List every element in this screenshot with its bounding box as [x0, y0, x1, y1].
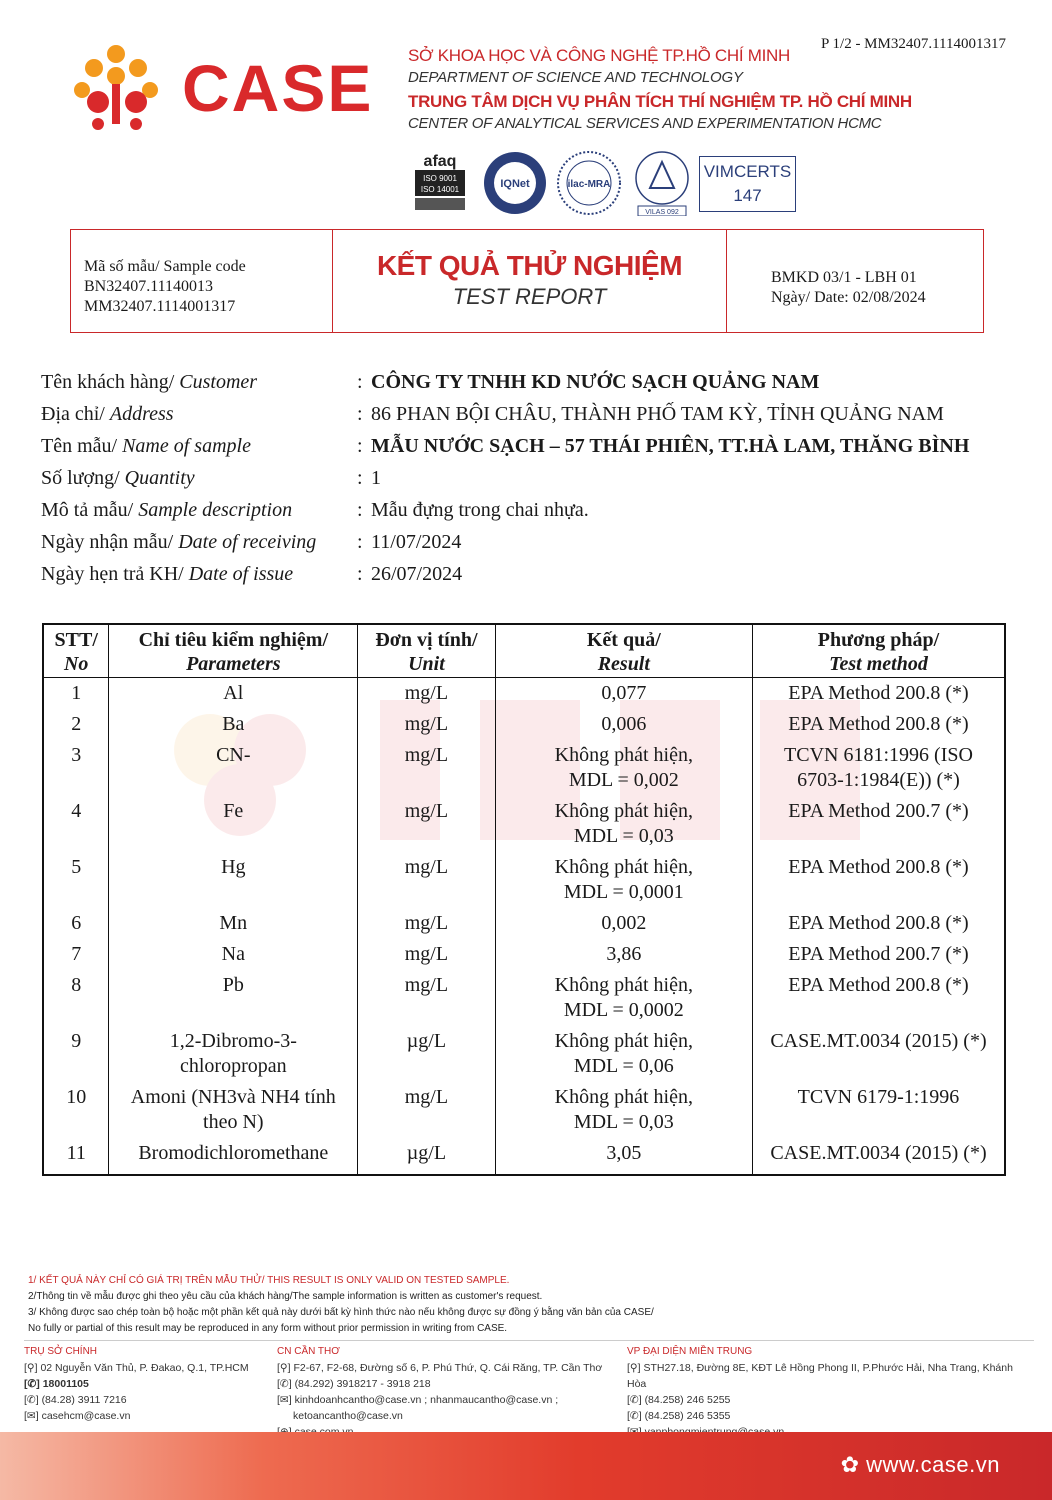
col-header-method: Phương pháp/ Test method — [752, 624, 1005, 678]
cell-no: 2 — [43, 709, 109, 740]
globe-icon: ✿ — [840, 1452, 867, 1477]
footer-heading: TRỤ SỞ CHÍNH — [24, 1346, 98, 1357]
cell-unit: µg/L — [358, 1026, 496, 1082]
cell-unit: mg/L — [358, 678, 496, 710]
cell-param: Al — [109, 678, 358, 710]
case-molecule-icon — [74, 44, 174, 134]
cell-unit: mg/L — [358, 852, 496, 908]
org-line-2: DEPARTMENT OF SCIENCE AND TECHNOLOGY — [408, 69, 743, 86]
note-4: No fully or partial of this result may be reproduced in any form without prior permission in writing from CASE. — [28, 1323, 508, 1334]
ilac-mra-icon — [556, 150, 622, 216]
cell-unit: mg/L — [358, 970, 496, 1026]
info-label: Địa chỉ/ Address — [41, 403, 174, 425]
cell-unit: mg/L — [358, 709, 496, 740]
svg-text:afaq: afaq — [423, 153, 457, 170]
cell-result: 0,077 — [495, 678, 752, 710]
cell-result: Không phát hiện, MDL = 0,0001 — [495, 852, 752, 908]
vimcerts-badge — [699, 156, 796, 212]
footer-email-link[interactable]: casehcm@case.vn — [41, 1410, 131, 1422]
note-2: 2/Thông tin về mẫu được ghi theo yêu cầu của khách hàng/The sample information is written as customer's request. — [28, 1291, 543, 1302]
customer-name: CÔNG TY TNHH KD NƯỚC SẠCH QUẢNG NAM — [371, 371, 820, 393]
info-row-date-receiving: Ngày nhận mẫu/ Date of receiving : 11/07/2024 — [41, 530, 1021, 555]
date-issue: 26/07/2024 — [371, 563, 463, 585]
location-icon: [⚲] — [627, 1362, 644, 1374]
sample-code-2: MM32407.1114001317 — [84, 298, 236, 315]
info-label: Mô tả mẫu/ Sample description — [41, 499, 293, 521]
page-reference: P 1/2 - MM32407.1114001317 — [820, 36, 1006, 52]
footer-email-link[interactable]: ketoancantho@case.vn — [293, 1410, 403, 1422]
sample-code-cell — [71, 230, 333, 332]
cell-param: Fe — [109, 796, 358, 852]
cell-param: Na — [109, 939, 358, 970]
cell-unit: mg/L — [358, 939, 496, 970]
phone-icon: [✆] — [24, 1394, 42, 1406]
note-1: 1/ KẾT QUẢ NÀY CHỈ CÓ GIÁ TRỊ TRÊN MẪU THỬ/ THIS RESULT IS ONLY VALID ON TESTED SAMPLE. — [28, 1275, 510, 1286]
cell-method: TCVN 6179-1:1996 — [752, 1082, 1005, 1138]
phone-icon: [✆] — [24, 1378, 43, 1390]
footer-col-can-tho: CN CẦN THƠ [⚲] F2-67, F2-68, Đường số 6, P. Phú Thứ, Q. Cái Răng, TP. Cần Thơ [✆] (84.292) 3918217 - 3918 218 [✉] kinhdoanhcantho@case.vn ; nhanmaucantho@case.vn ; ketoancantho@case.vn — [277, 1344, 602, 1440]
cell-no: 4 — [43, 796, 109, 852]
cell-param: Hg — [109, 852, 358, 908]
info-label: Ngày hẹn trả KH/ Date of issue — [41, 563, 294, 585]
sample-code-label: Mã số mẫu/ Sample code — [84, 258, 246, 275]
sample-description: Mẫu đựng trong chai nhựa. — [371, 499, 589, 521]
email-icon: [✉] — [277, 1394, 295, 1406]
svg-text:ISO 9001: ISO 9001 — [423, 174, 457, 183]
cell-param: Amoni (NH3và NH4 tính theo N) — [109, 1082, 358, 1138]
results-table — [42, 623, 1006, 1176]
footer-heading: VP ĐẠI DIỆN MIỀN TRUNG — [627, 1346, 753, 1357]
phone-icon: [✆] — [627, 1394, 645, 1406]
info-row-address: Địa chỉ/ Address : 86 PHAN BỘI CHÂU, THÀNH PHỐ TAM KỲ, TỈNH QUẢNG NAM — [41, 402, 1021, 427]
col-header-parameters: Chỉ tiêu kiểm nghiệm/ Parameters — [109, 624, 358, 678]
info-label: Ngày nhận mẫu/ Date of receiving — [41, 531, 317, 553]
table-row — [43, 908, 1005, 939]
cell-no: 10 — [43, 1082, 109, 1138]
cell-method: EPA Method 200.8 (*) — [752, 678, 1005, 710]
cell-result: 0,006 — [495, 709, 752, 740]
cell-result: Không phát hiện, MDL = 0,03 — [495, 796, 752, 852]
report-title-box — [70, 229, 984, 333]
table-row — [43, 1026, 1005, 1082]
info-row-sample-name: Tên mẫu/ Name of sample : MẪU NƯỚC SẠCH – 57 THÁI PHIÊN, TT.HÀ LAM, THĂNG BÌNH — [41, 434, 1021, 459]
footer-email-link[interactable]: kinhdoanhcantho@case.vn ; nhanmaucantho@case.vn ; — [294, 1394, 559, 1406]
cell-method: EPA Method 200.7 (*) — [752, 939, 1005, 970]
table-row — [43, 939, 1005, 970]
sample-name: MẪU NƯỚC SẠCH – 57 THÁI PHIÊN, TT.HÀ LAM, THĂNG BÌNH — [371, 435, 970, 457]
svg-text:IQNet: IQNet — [500, 178, 530, 190]
cell-method: EPA Method 200.7 (*) — [752, 796, 1005, 852]
svg-text:ilac-MRA: ilac-MRA — [567, 179, 611, 190]
cell-result: Không phát hiện, MDL = 0,002 — [495, 740, 752, 796]
cell-result: Không phát hiện, MDL = 0,0002 — [495, 970, 752, 1026]
vimcerts-label: VIMCERTS — [703, 162, 792, 181]
info-row-customer: Tên khách hàng/ Customer : CÔNG TY TNHH KD NƯỚC SẠCH QUẢNG NAM — [41, 370, 1021, 395]
report-title-vi: KẾT QUẢ THỬ NGHIỆM — [376, 250, 683, 281]
info-row-quantity: Số lượng/ Quantity : 1 — [41, 466, 1021, 491]
info-row-description: Mô tả mẫu/ Sample description : Mẫu đựng trong chai nhựa. — [41, 498, 1021, 523]
customer-info — [41, 370, 1021, 594]
page-footer — [24, 1340, 1034, 1430]
cell-param: 1,2-Dibromo-3-chloropropan — [109, 1026, 358, 1082]
logo-text: CASE — [182, 51, 374, 125]
cell-method: EPA Method 200.8 (*) — [752, 908, 1005, 939]
col-header-result: Kết quả/ Result — [495, 624, 752, 678]
col-header-unit: Đơn vị tính/ Unit — [358, 624, 496, 678]
cell-no: 7 — [43, 939, 109, 970]
cell-param: Pb — [109, 970, 358, 1026]
table-row — [43, 970, 1005, 1026]
cell-param: Bromodichloromethane — [109, 1138, 358, 1175]
footer-col-head-office: TRỤ SỞ CHÍNH [⚲] 02 Nguyễn Văn Thủ, P. Đakao, Q.1, TP.HCM [✆] 18001105 [✆] (84.28) 3911 7216 [✉] casehcm@case.vn — [24, 1346, 249, 1422]
form-code: BMKD 03/1 - LBH 01 — [771, 269, 917, 286]
table-row — [43, 678, 1005, 710]
location-icon: [⚲] — [277, 1362, 294, 1374]
phone-icon: [✆] — [277, 1378, 295, 1390]
cell-param: Mn — [109, 908, 358, 939]
cell-no: 11 — [43, 1138, 109, 1175]
report-title-en: TEST REPORT — [452, 284, 607, 309]
cell-method: CASE.MT.0034 (2015) (*) — [752, 1026, 1005, 1082]
org-line-1: SỞ KHOA HỌC VÀ CÔNG NGHỆ TP.HỒ CHÍ MINH — [408, 46, 790, 65]
vilas-accreditation-icon — [632, 150, 692, 216]
cell-param: Ba — [109, 709, 358, 740]
table-row — [43, 852, 1005, 908]
sample-quantity: 1 — [371, 467, 381, 489]
table-row — [43, 740, 1005, 796]
org-line-4: CENTER OF ANALYTICAL SERVICES AND EXPERIMENTATION HCMC — [408, 115, 882, 132]
table-row — [43, 1082, 1005, 1138]
date-receiving: 11/07/2024 — [371, 531, 462, 553]
cell-method: EPA Method 200.8 (*) — [752, 970, 1005, 1026]
cell-no: 9 — [43, 1026, 109, 1082]
report-notes — [28, 1273, 654, 1337]
cell-result: 3,86 — [495, 939, 752, 970]
vimcerts-number: 147 — [733, 186, 762, 205]
cell-method: EPA Method 200.8 (*) — [752, 709, 1005, 740]
cell-no: 8 — [43, 970, 109, 1026]
customer-address: 86 PHAN BỘI CHÂU, THÀNH PHỐ TAM KỲ, TỈNH QUẢNG NAM — [371, 403, 944, 425]
info-label: Tên khách hàng/ Customer — [41, 371, 258, 393]
afaq-iso-certification-icon — [412, 150, 468, 214]
note-3: 3/ Không được sao chép toàn bộ hoặc một phần kết quả này dưới bất kỳ hình thức nào nếu không được sự đồng ý bằng văn bản của CASE/ — [28, 1307, 654, 1318]
cell-no: 1 — [43, 678, 109, 710]
cell-result: 0,002 — [495, 908, 752, 939]
info-label: Tên mẫu/ Name of sample — [41, 435, 251, 457]
info-label: Số lượng/ Quantity — [41, 467, 195, 489]
form-info-cell — [727, 230, 983, 332]
location-icon: [⚲] — [24, 1362, 41, 1374]
cell-param: CN- — [109, 740, 358, 796]
report-date: Ngày/ Date: 02/08/2024 — [771, 289, 926, 306]
cell-no: 3 — [43, 740, 109, 796]
organization-header — [408, 46, 912, 132]
email-icon: [✉] — [24, 1410, 42, 1422]
svg-text:VILAS 092: VILAS 092 — [645, 209, 679, 216]
sample-code-1: BN32407.11140013 — [84, 278, 214, 295]
case-logo — [74, 44, 374, 134]
footer-heading: CN CẦN THƠ — [277, 1346, 340, 1357]
table-header-row — [43, 624, 1005, 678]
cell-unit: mg/L — [358, 908, 496, 939]
footer-col-central: VP ĐẠI DIỆN MIỀN TRUNG [⚲] STH27.18, Đường 8E, KĐT Lê Hồng Phong II, P.Phước Hải, Nha Trang, Khánh Hòa [✆] (84.258) 246 5255 [✆] (84.258) 246 5355 — [627, 1344, 1034, 1440]
cell-method: TCVN 6181:1996 (ISO 6703-1:1984(E)) (*) — [752, 740, 1005, 796]
cell-result: Không phát hiện, MDL = 0,06 — [495, 1026, 752, 1082]
iqnet-certification-icon — [482, 150, 548, 216]
col-header-no: STT/ No — [43, 624, 109, 678]
table-row — [43, 796, 1005, 852]
cell-no: 6 — [43, 908, 109, 939]
phone-icon: [✆] — [627, 1410, 645, 1422]
table-row — [43, 1138, 1005, 1175]
info-row-date-issue: Ngày hẹn trả KH/ Date of issue : 26/07/2024 — [41, 562, 1021, 587]
cell-no: 5 — [43, 852, 109, 908]
cell-result: Không phát hiện, MDL = 0,03 — [495, 1082, 752, 1138]
cell-unit: µg/L — [358, 1138, 496, 1175]
report-title-cell — [333, 230, 727, 332]
cell-method: EPA Method 200.8 (*) — [752, 852, 1005, 908]
table-row — [43, 709, 1005, 740]
cell-unit: mg/L — [358, 796, 496, 852]
cell-result: 3,05 — [495, 1138, 752, 1175]
svg-text:ISO 14001: ISO 14001 — [420, 185, 460, 194]
cell-method: CASE.MT.0034 (2015) (*) — [752, 1138, 1005, 1175]
cell-unit: mg/L — [358, 1082, 496, 1138]
org-line-3: TRUNG TÂM DỊCH VỤ PHÂN TÍCH THÍ NGHIỆM TP. HỒ CHÍ MINH — [408, 92, 912, 111]
cell-unit: mg/L — [358, 740, 496, 796]
website-link[interactable]: ✿ www.case.vn — [840, 1452, 1000, 1477]
